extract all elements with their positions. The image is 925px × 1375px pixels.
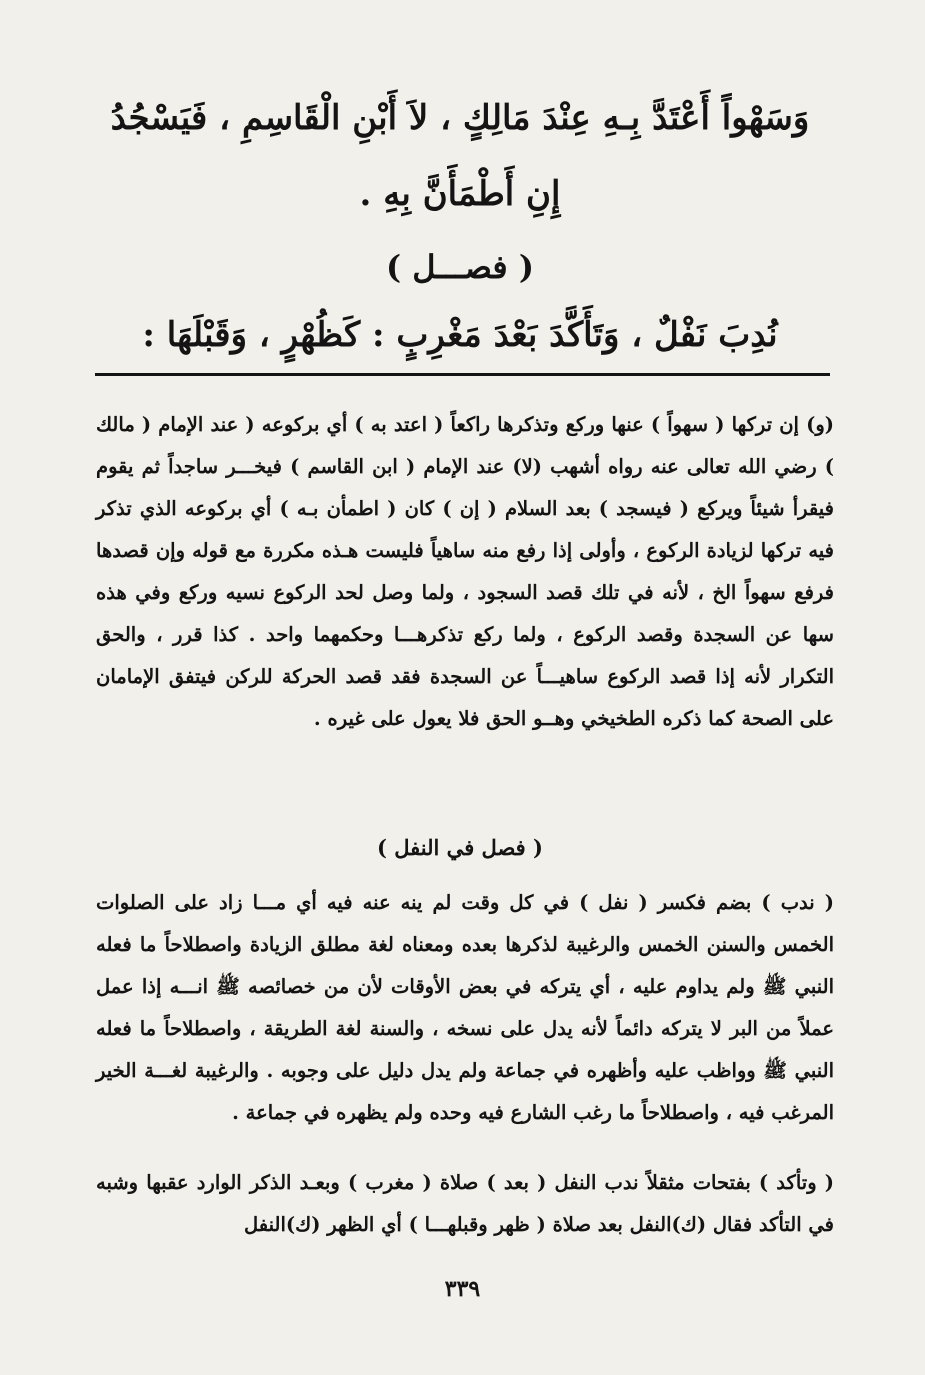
commentary-paragraph-3: ( وتأكد ) بفتحات مثقلاً ندب النفل ( بعد ) صلاة ( مغرب ) وبعـد الذكر الوارد عقبها وشبه في التأكد فقال (ك)النفل بعد صلاة ( ظهر وقبلهـــا ) أي الظهر (ك)النفل <box>96 1171 834 1236</box>
matn-line-2: إِنِ أَطْمَأَنَّ بِهِ . <box>359 174 561 214</box>
horizontal-divider <box>95 373 830 376</box>
page-number: ٣٣٩ <box>444 1276 481 1302</box>
section-heading-fasl: ( فصـــل ) <box>386 248 534 286</box>
subheading-fasl-fi-al-nafl: ( فصل في النفل ) <box>377 835 543 860</box>
commentary-paragraph-1: (و) إن تركها ( سهواً ) عنها وركع وتذكرها راكعاً ( اعتد به ) أي بركوعه ( عند الإمام ( مالك ) رضي الله تعالى عنه رواه أشهب (لا) عند الإمام ( ابن القاسم ) فيخـــر ساجداً ثم يقوم فيقرأ شيئاً ويركع ( فيسجد ) بعد السلام ( إن ) كان ( اطمأن بـه ) أي بركوعه الذي تذكر فيه تركها لزيادة الركوع ، وأولى إذا رفع منه ساهياً فليست هـذه مكررة مع قوله وإن قصدها فرفع سهواً الخ ، لأنه في تلك قصد السجود ، ولما وصل لحد الركوع نسيه وركع وفي هذه سها عن السجدة وقصد الركوع ، ولما ركع تذكرهـــا وحكمهما واحد . كذا قرر ، والحق التكرار لأنه إذا قصد الركوع ساهيـــاً عن السجدة فقد قصد الحركة للركن فيتفق الإمامان على الصحة كما ذكره الطخيخي وهــو الحق فلا يعول على غيره . <box>96 413 834 730</box>
commentary-paragraph-2: ( ندب ) بضم فكسر ( نفل ) في كل وقت لم ينه عنه فيه أي مـــا زاد على الصلوات الخمس والسنن الخمس والرغيبة لذكرها بعده ومعناه لغة مطلق الزيادة واصطلاحاً ما فعله النبي ﷺ ولم يداوم عليه ، أي يتركه في بعض الأوقات لأن من خصائصه ﷺ انـــه إذا عمل عملاً من البر لا يتركه دائماً لأنه يدل على نسخه ، والسنة لغة الطريقة ، واصطلاحاً ما فعله النبي ﷺ وواظب عليه وأظهره في جماعة ولم يدل دليل على وجوبه . والرغيبة لغـــة الخير المرغب فيه ، واصطلاحاً ما رغب الشارع فيه وحده ولم يظهره في جماعة . <box>96 891 834 1124</box>
matn-line-3: نُدِبَ نَفْلٌ ، وَتَأَكَّدَ بَعْدَ مَغْرِبٍ : كَظُهْرٍ ، وَقَبْلَهَا : <box>142 315 778 355</box>
matn-line-1: وَسَهْواً أَعْتَدَّ بِـهِ عِنْدَ مَالِكٍ ، لاَ أَبْنِ الْقَاسِمِ ، فَيَسْجُدُ <box>110 98 810 138</box>
